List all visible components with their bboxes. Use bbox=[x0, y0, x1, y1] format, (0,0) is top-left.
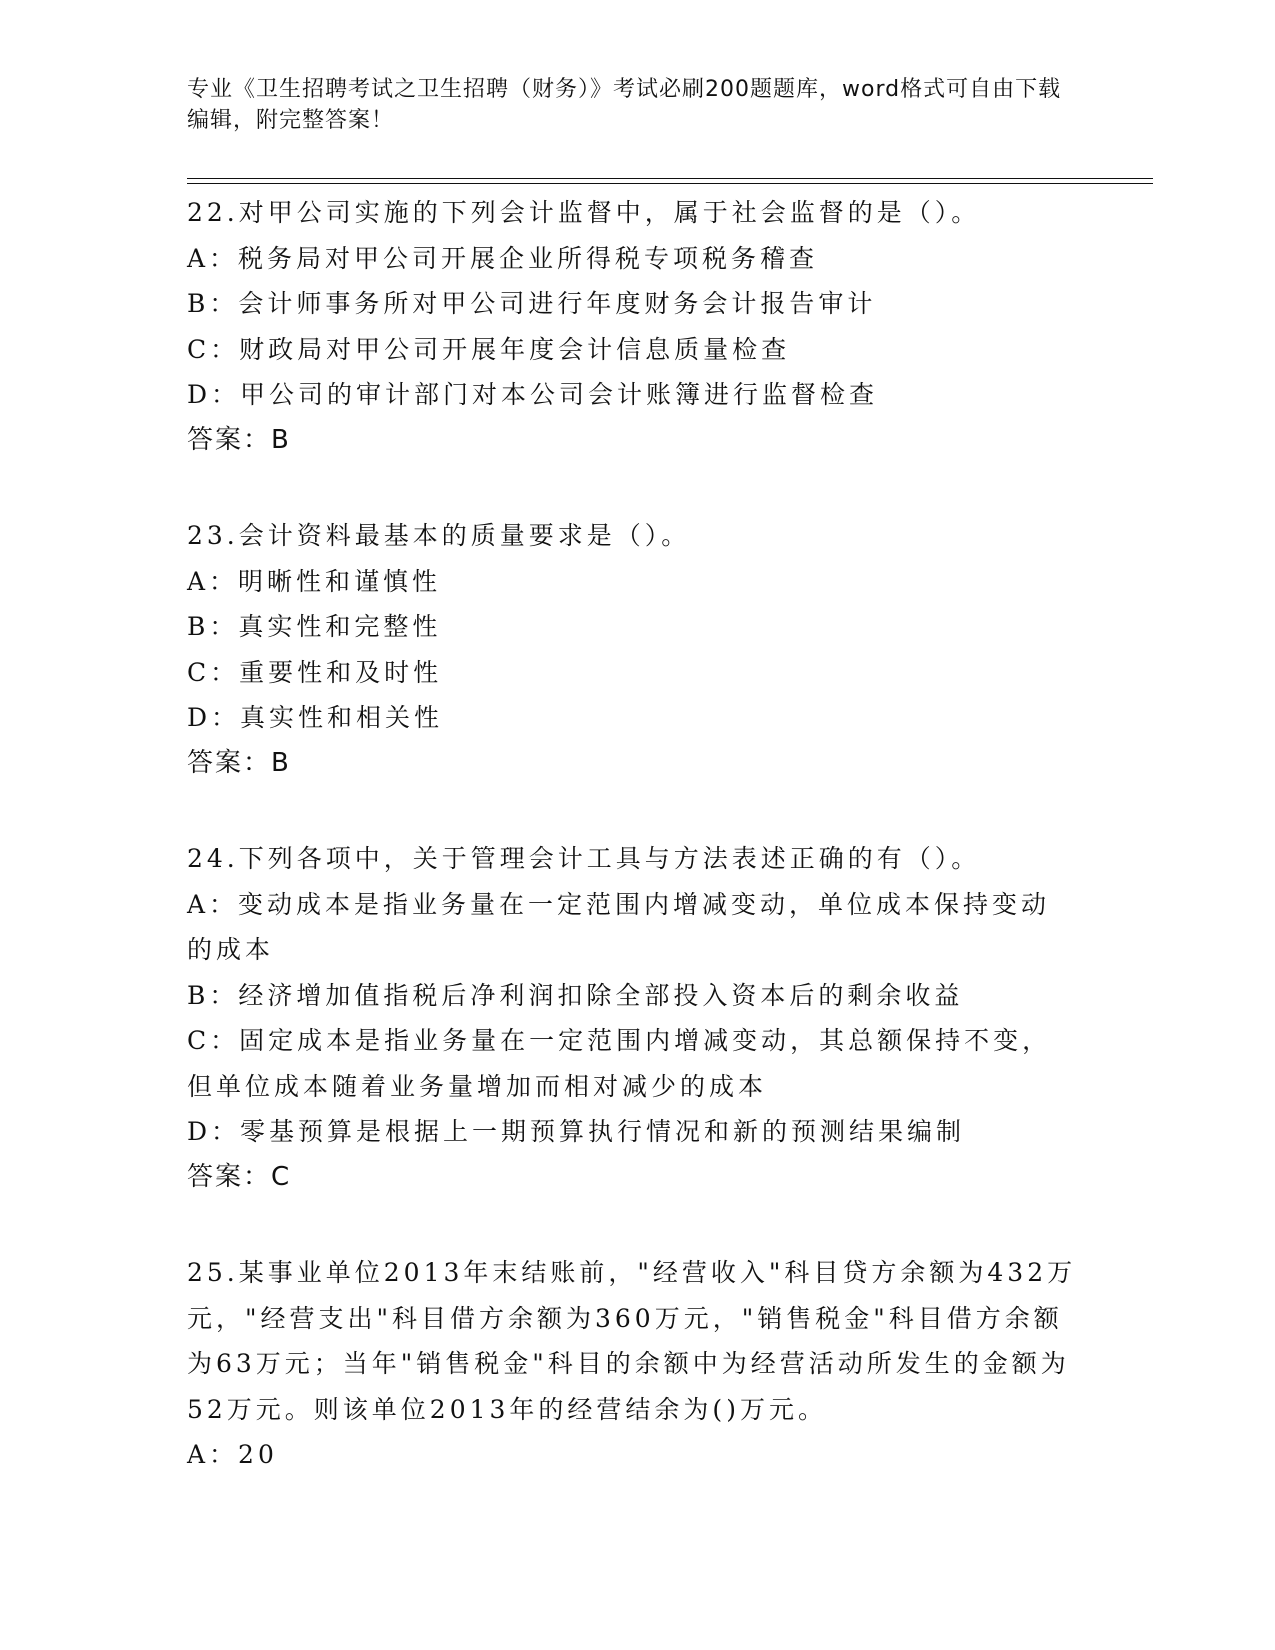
option-d: D：真实性和相关性 bbox=[187, 703, 444, 732]
option-a: A：20 bbox=[187, 1440, 278, 1469]
option-a: A：税务局对甲公司开展企业所得税专项税务稽查 bbox=[187, 243, 819, 273]
question-list bbox=[187, 190, 1077, 1528]
option-b: B：会计师事务所对甲公司进行年度财务会计报告审计 bbox=[187, 289, 877, 318]
option-c: C：财政局对甲公司开展年度会计信息质量检查 bbox=[187, 334, 791, 364]
answer: 答案：B bbox=[187, 424, 291, 455]
question-24 bbox=[187, 836, 1077, 1200]
answer: 答案：C bbox=[187, 1161, 292, 1192]
question-stem: 22.对甲公司实施的下列会计监督中，属于社会监督的是（）。 bbox=[187, 198, 981, 227]
question-stem: 25.某事业单位2013年末结账前，"经营收入"科目贷方余额为432万元，"经营支出"科目借方余额为360万元，"销售税金"科目借方余额为63万元；当年"销售税金"科目的余额中为经营活动所发生的金额为52万元。则该单位2013年的经营结余为()万元。 bbox=[187, 1258, 1077, 1424]
option-a: A：变动成本是指业务量在一定范围内增减变动，单位成本保持变动的成本 bbox=[187, 889, 1051, 964]
question-25 bbox=[187, 1250, 1077, 1478]
option-c: C：固定成本是指业务量在一定范围内增减变动，其总额保持不变，但单位成本随着业务量增加而相对减少的成本 bbox=[187, 1026, 1052, 1101]
question-stem: 24.下列各项中，关于管理会计工具与方法表述正确的有（）。 bbox=[187, 844, 981, 873]
option-b: B：真实性和完整性 bbox=[187, 612, 442, 641]
option-d: D：零基预算是根据上一期预算执行情况和新的预测结果编制 bbox=[187, 1117, 966, 1146]
option-b: B：经济增加值指税后净利润扣除全部投入资本后的剩余收益 bbox=[187, 980, 964, 1010]
option-d: D：甲公司的审计部门对本公司会计账簿进行监督检查 bbox=[187, 380, 879, 409]
option-a: A：明晰性和谨慎性 bbox=[187, 566, 442, 596]
document-header: 专业《卫生招聘考试之卫生招聘（财务）》考试必刷200题题库，word格式可自由下载编辑，附完整答案！ bbox=[187, 77, 1062, 133]
answer: 答案：B bbox=[187, 747, 291, 778]
header-rule-top bbox=[187, 178, 1153, 179]
question-22 bbox=[187, 190, 1077, 463]
question-23 bbox=[187, 513, 1077, 786]
option-c: C：重要性和及时性 bbox=[187, 657, 443, 687]
question-stem: 23.会计资料最基本的质量要求是（）。 bbox=[187, 521, 691, 550]
header-rule-bottom bbox=[187, 183, 1153, 184]
